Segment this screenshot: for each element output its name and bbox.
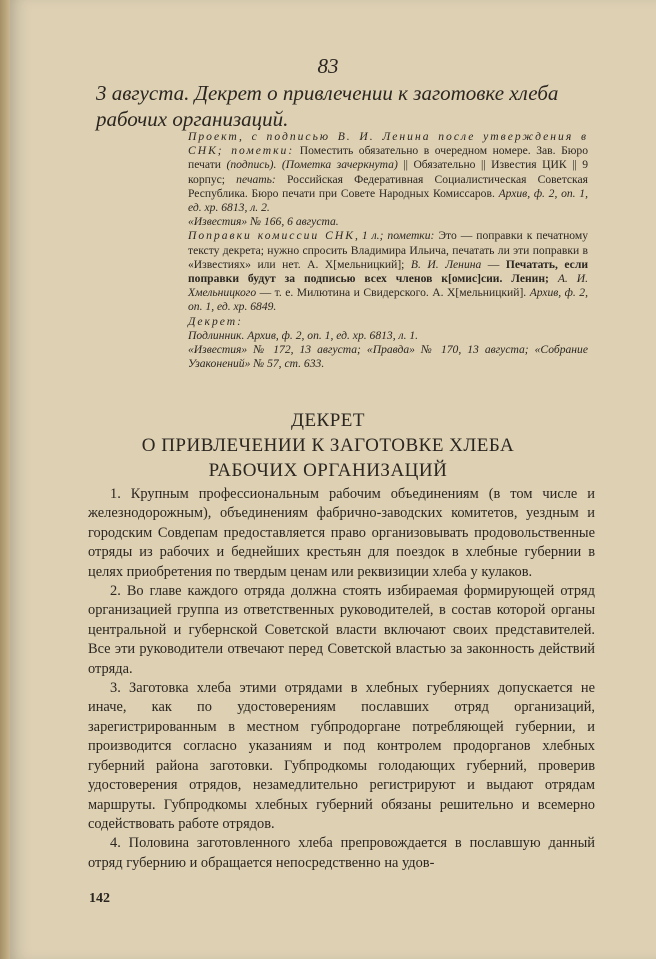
note-publications: «Известия» № 172, 13 августа; «Правда» № 170, 13 августа; «Собрание Узаконений» № 57, ст. 633. bbox=[188, 343, 588, 371]
note-draft-text: Поместить обязательно в очередном номере. Зав. Бюро печати bbox=[188, 144, 589, 172]
note-izvestia-1: «Известия» № 166, 6 августа. bbox=[188, 215, 339, 229]
note-draft-text-2: || Обязательно || Известия ЦИК || 9 корпус; bbox=[188, 158, 588, 186]
note-draft bbox=[188, 130, 588, 215]
editorial-notes bbox=[188, 130, 588, 371]
note-original: Подлинник. Архив, ф. 2, оп. 1, ед. хр. 6813, л. 1. bbox=[188, 328, 419, 342]
note-amendments-label: Поправки комиссии СНК bbox=[188, 229, 355, 243]
decree-paragraph-3: 3. Заготовка хлеба этими отрядами в хлебных губерниях допускается не иначе, как по удостоверениям пославших отряд организаций, зарегистрированным в местном губпродоргане потребляющей губернии, и производится согласно указаниям и под контролем продорганов хлебных губерний района заготовки. Губпродкомы голодающих губерний, проверив удостоверения отрядов, незамедлительно регистрируют и выдают отрядам маршруты. Губпродкомы хлебных губерний обязаны решительно и всемерно содействовать работе отрядов. bbox=[88, 680, 595, 832]
note-draft-stamp-label: печать: bbox=[236, 172, 276, 186]
decree-title-line-1: ДЕКРЕТ bbox=[290, 410, 366, 431]
document-heading: 3 августа. Декрет о привлечении к заготовке хлеба рабочих организаций. bbox=[96, 81, 559, 131]
note-lenin-resolution: Печатать, если поправки будут за подписью всех членов к[омис]сии. Ленин; bbox=[188, 257, 588, 286]
decree-body bbox=[88, 485, 595, 873]
decree-title-line-2: О ПРИВЛЕЧЕНИИ К ЗАГОТОВКЕ ХЛЕБА bbox=[141, 435, 515, 456]
decree-paragraph-2: 2. Во главе каждого отряда должна стоять избираемая формирующей отряд организацией группа из ответственных руководителей, в состав которой органы центральной и губернской Советской власти включают своих представителей. Все эти руководители отвечают перед Советской властью за законность действий отряда. bbox=[88, 583, 595, 677]
page-number-top: 83 bbox=[317, 54, 339, 78]
note-draft-archive: Архив, ф. 2, оп. 1, ед. хр. 6813, л. 2. bbox=[188, 186, 588, 215]
note-draft-label: Проект, с подписью В. И. Ленина после утверждения в СНК; пометки: bbox=[188, 130, 588, 158]
note-amendments: Поправки комиссии СНК, 1 л.; пометки: Это — поправки к печатному тексту декрета; нужно спросить Владимира Ильича, печатать ли эти поправки в «Известиях» или нет. А. Х[мельницкий]; В. И. Ленина — Печатать, если поправки будут за подписью всех членов к[омис]сии. Ленин; А. И. Хмельницкого — т. е. Милютина и Свидерского. А. Х[мельницкий]. Архив, ф. 2, оп. 1, ед. хр. 6849. bbox=[188, 229, 589, 314]
decree-title-line-3: РАБОЧИХ ОРГАНИЗАЦИЙ bbox=[208, 460, 448, 481]
decree-paragraph-4: 4. Половина заготовленного хлеба препровождается в пославшую данный отряд губернию и обращается непосредственно на удов- bbox=[88, 835, 595, 871]
note-decree-label: Декрет: bbox=[188, 314, 243, 328]
decree-title bbox=[0, 408, 656, 483]
note-draft-signature: (подпись). (Пометка зачеркнута) bbox=[226, 158, 398, 172]
note-draft-stamp-text: Российская Федеративная Социалистическая Советская Республика. Бюро печати при Совете Народных Комиссаров. bbox=[188, 172, 588, 200]
page-number-bottom: 142 bbox=[89, 891, 110, 906]
decree-paragraph-1: 1. Крупным профессиональным рабочим объединениям (в том числе и железнодорожным), объединениям фабрично-заводских комитетов, уездным и городским Совдепам предоставляется право организовывать продовольственные отряды из рабочих и беднейших крестьян для поездок в хлебные губернии в целях приобретения по твердым ценам или реквизиции хлеба у кулаков. bbox=[88, 486, 595, 580]
